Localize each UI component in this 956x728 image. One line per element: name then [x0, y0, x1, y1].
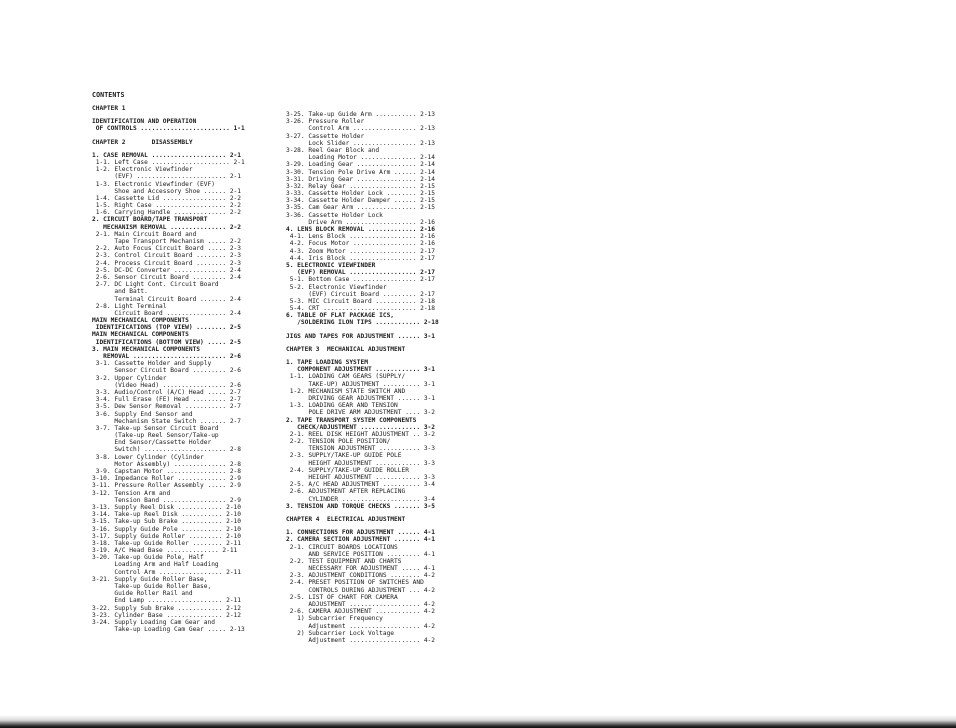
toc-entry-line: POLE DRIVE ARM ADJUSTMENT .... 3-2 — [286, 409, 436, 417]
toc-entry-line: Guide Roller Rail and — [92, 590, 193, 598]
toc-entry-line: 3-28. Reel Gear Block and — [286, 146, 380, 154]
toc-heading-line: REMOVAL ......................... 2-6 — [92, 353, 242, 360]
toc-entry-line: 3-1. Cassette Holder and Supply — [92, 360, 212, 368]
toc-entry-line: 1-3. Electronic Viewfinder (EVF) — [92, 180, 215, 188]
toc-heading-line: 1. CONNECTIONS FOR ADJUSTMENT ...... 4-1 — [286, 529, 436, 537]
toc-entry-line: 2-6. ADJUSTMENT AFTER REPLACING — [286, 488, 406, 496]
toc-entry-line: CYLINDER ..................... 3-4 — [286, 495, 436, 503]
toc-heading-line: CHAPTER 1 — [92, 105, 126, 112]
toc-heading-line: 1. CASE REMOVAL .................... 2-1 — [92, 151, 242, 159]
toc-entry-line: Motor Assembly) .............. 2-8 — [92, 460, 242, 468]
scan-bottom-edge — [0, 715, 956, 728]
toc-entry-line: Mechanism State Switch ....... 2-7 — [92, 417, 242, 425]
toc-heading-line: IDENTIFICATION AND OPERATION — [92, 118, 197, 126]
toc-heading-line: 2. CIRCUIT BOARD/TAPE TRANSPORT — [92, 216, 208, 224]
toc-entry-line: Control Arm ................. 2-11 — [92, 568, 242, 576]
toc-entry-line: HEIGHT ADJUSTMENT ............ 3-3 — [286, 474, 436, 481]
toc-entry-line: 2-5. DC-DC Converter .............. 2-4 — [92, 266, 242, 274]
toc-entry-line: 5-1. Bottom Case ................. 2-17 — [286, 276, 436, 284]
toc-entry-line: (Take-up Reel Sensor/Take-up — [92, 432, 219, 440]
toc-entry-line: (EVF) Circuit Board ......... 2-17 — [286, 290, 436, 298]
toc-entry-line: Adjustment ................... 4-2 — [286, 636, 436, 644]
toc-entry-line: 3-23. Cylinder Base ............... 2-12 — [92, 611, 242, 619]
toc-entry-line: 2-1. REEL DISK HEIGHT ADJUSTMENT .. 3-2 — [286, 430, 436, 438]
toc-entry-line: 5-4. CRT ......................... 2-18 — [286, 305, 436, 313]
toc-heading-line: IDENTIFICATIONS (BOTTOM VIEW) ..... 2-5 — [92, 338, 242, 346]
toc-entry-line: 5-3. MIC Circuit Board ........... 2-18 — [286, 297, 436, 305]
toc-entry-line: 1) Subcarrier Frequency — [286, 615, 383, 623]
toc-entry-line: 1-5. Right Case ................... 2-2 — [92, 202, 242, 210]
toc-heading-line: CHAPTER 4 ELECTRICAL ADJUSTMENT — [286, 515, 406, 523]
toc-entry-line: 3-33. Cassette Holder Lock ........ 2-15 — [286, 190, 436, 198]
toc-entry-line: 2-4. Process Circuit Board ........ 2-3 — [92, 259, 242, 267]
toc-heading-line: 3. MAIN MECHANICAL COMPONENTS — [92, 345, 201, 353]
toc-entry-line: Loading Motor ............... 2-14 — [286, 154, 436, 162]
toc-heading-line: 6. TABLE OF FLAT PACKAGE ICS, — [286, 312, 395, 320]
toc-entry-line: 3-26. Pressure Roller — [286, 118, 365, 126]
toc-entry-line: 3-3. Audio/Control (A/C) Head ..... 2-7 — [92, 388, 242, 396]
toc-heading-line: 3. TENSION AND TORQUE CHECKS ....... 3-5 — [286, 502, 436, 510]
toc-entry-line: ADJUSTMENT ................... 4-2 — [286, 601, 436, 608]
toc-entry-line: (EVF) ........................ 2-1 — [92, 173, 242, 181]
toc-heading-line: 5. ELECTRONIC VIEWFINDER — [286, 261, 376, 269]
toc-left-column — [92, 105, 282, 633]
toc-entry-line: Take-up Guide Roller Base, — [92, 583, 212, 590]
toc-heading-line: MECHANISM REMOVAL ............... 2-2 — [92, 223, 242, 231]
toc-entry-line: 2-4. SUPPLY/TAKE-UP GUIDE ROLLER — [286, 466, 409, 474]
toc-heading-line: IDENTIFICATIONS (TOP VIEW) ........ 2-5 — [92, 324, 242, 332]
toc-entry-line: 3-13. Supply Reel Disk ............ 2-10 — [92, 503, 242, 511]
toc-entry-line: 3-20. Take-up Guide Pole, Half — [92, 554, 204, 562]
toc-entry-line: 2-2. TEST EQUIPMENT AND CHARTS — [286, 557, 402, 565]
toc-entry-line: 3-36. Cassette Holder Lock — [286, 211, 383, 219]
toc-entry-line: 2-2. TENSION POLE POSITION/ — [286, 438, 391, 446]
toc-entry-line: Tension Band ................. 2-9 — [92, 496, 242, 504]
toc-heading-line: CHAPTER 3 MECHANICAL ADJUSTMENT — [286, 345, 406, 353]
toc-entry-line: 3-7. Take-up Sensor Circuit Board — [92, 424, 219, 432]
toc-entry-line: 4-4. Iris Block .................. 2-17 — [286, 254, 436, 262]
toc-entry-line: 1-6. Carrying Handle .............. 2-2 — [92, 209, 242, 217]
toc-entry-line: 3-31. Driving Gear ................ 2-14 — [286, 175, 436, 183]
toc-entry-line: (Video Head) ................. 2-6 — [92, 381, 242, 389]
toc-entry-line: NECESSARY FOR ADJUSTMENT ..... 4-1 — [286, 565, 436, 573]
toc-entry-line: Circuit Board ................ 2-4 — [92, 309, 242, 317]
toc-entry-line: 3-14. Take-up Reel Disk ........... 2-10 — [92, 511, 242, 519]
toc-entry-line: 3-29. Loading Gear ................ 2-14 — [286, 161, 436, 169]
toc-heading-line: JIGS AND TAPES FOR ADJUSTMENT ...... 3-1 — [286, 332, 436, 340]
toc-entry-line: Adjustment ................... 4-2 — [286, 622, 436, 630]
toc-entry-line: TAKE-UP) ADJUSTMENT .......... 3-1 — [286, 380, 436, 388]
toc-heading-line: /SOLDERING ILON TIPS ............ 2-18 — [286, 319, 439, 327]
toc-entry-line: 2-5. A/C HEAD ADJUSTMENT .......... 3-4 — [286, 481, 436, 489]
toc-entry-line: 3-9. Capstan Motor ................ 2-8 — [92, 468, 242, 475]
toc-entry-line: 3-10. Impedance Roller ............. 2-9 — [92, 475, 242, 483]
toc-entry-line: 3-32. Relay Gear .................. 2-15 — [286, 182, 436, 190]
toc-entry-line: 3-35. Cam Gear Arm ................ 2-15 — [286, 204, 436, 212]
toc-entry-line: 3-2. Upper Cylinder — [92, 374, 167, 382]
toc-entry-line: 3-19. A/C Head Base .............. 2-11 — [92, 547, 238, 555]
toc-entry-line: Take-up Loading Cam Gear ..... 2-13 — [92, 626, 245, 634]
toc-entry-line: 2-2. Auto Focus Circuit Board ..... 2-3 — [92, 245, 242, 253]
toc-entry-line: 2-6. CAMERA ADJUSTMENT ............ 4-2 — [286, 608, 436, 616]
toc-entry-line: AND SERVICE POSITION ......... 4-1 — [286, 550, 436, 558]
toc-right-column — [286, 111, 476, 644]
toc-entry-line: 2-3. Control Circuit Board ........ 2-3 — [92, 252, 242, 260]
toc-entry-line: 2-5. LIST OF CHART FOR CAMERA — [286, 593, 398, 601]
toc-entry-line: Tape Transport Mechanism ..... 2-2 — [92, 238, 242, 245]
toc-entry-line: 2-1. CIRCUIT BOARDS LOCATIONS — [286, 543, 398, 551]
toc-entry-line: 3-8. Lower Cylinder (Cylinder — [92, 453, 204, 461]
toc-entry-line: 3-25. Take-up Guide Arm ........... 2-13 — [286, 111, 436, 118]
toc-entry-line: 4-2. Focus Motor ................. 2-16 — [286, 240, 436, 248]
toc-entry-line: 3-24. Supply Loading Cam Gear and — [92, 618, 215, 626]
toc-heading-line: MAIN MECHANICAL COMPONENTS — [92, 331, 189, 339]
toc-entry-line: 4-3. Zoom Motor .................. 2-17 — [286, 247, 436, 255]
toc-entry-line: 2-7. DC Light Cont. Circuit Board — [92, 281, 219, 289]
toc-entry-line: 1-2. MECHANISM STATE SWITCH AND — [286, 387, 406, 395]
toc-entry-line: CONTROLS DURING ADJUSTMENT ... 4-2 — [286, 586, 436, 594]
toc-entry-line: Control Arm ................. 2-13 — [286, 125, 436, 133]
toc-entry-line: Loading Arm and Half Loading — [92, 561, 219, 569]
toc-entry-line: 3-27. Cassette Holder — [286, 132, 365, 140]
toc-entry-line: End Sensor/Cassette Holder — [92, 439, 212, 447]
toc-entry-line: 3-21. Supply Guide Roller Base, — [92, 575, 208, 583]
toc-entry-line: 3-4. Full Erase (FE) Head ......... 2-7 — [92, 396, 242, 404]
toc-entry-line: 3-12. Tension Arm and — [92, 489, 171, 497]
toc-entry-line: 3-16. Supply Guide Pole ........... 2-10 — [92, 525, 242, 533]
toc-entry-line: 1-2. Electronic Viewfinder — [92, 166, 193, 174]
toc-entry-line: DRIVING GEAR ADJUSTMENT ...... 3-1 — [286, 394, 436, 402]
toc-entry-line: Drive Arm ................... 2-16 — [286, 218, 436, 226]
toc-entry-line: End Lamp .................... 2-11 — [92, 597, 242, 605]
toc-heading-line: 2. CAMERA SECTION ADJUSTMENT ....... 4-1 — [286, 536, 436, 544]
toc-entry-line: Lock Slider ................. 2-13 — [286, 139, 436, 147]
toc-entry-line: 5-2. Electronic Viewfinder — [286, 283, 387, 291]
toc-entry-line: Switch) ...................... 2-8 — [92, 446, 242, 454]
toc-entry-line: Terminal Circuit Board ....... 2-4 — [92, 295, 242, 303]
toc-entry-line: 2-3. SUPPLY/TAKE-UP GUIDE POLE — [286, 452, 402, 460]
toc-heading-line: 2. TAPE TRANSPORT SYSTEM COMPONENTS — [286, 416, 417, 424]
toc-entry-line: 3-17. Supply Guide Roller ......... 2-10 — [92, 532, 242, 540]
toc-entry-line: 4-1. Lens Block .................. 2-16 — [286, 233, 436, 241]
toc-entry-line: 1-4. Cassette Lid ................. 2-2 — [92, 194, 242, 202]
toc-heading-line: MAIN MECHANICAL COMPONENTS — [92, 317, 189, 325]
toc-entry-line: 2-4. PRESET POSITION OF SWITCHES AND — [286, 579, 424, 587]
toc-entry-line: 3-34. Cassette Holder Damper ...... 2-15 — [286, 197, 436, 205]
toc-entry-line: 3-15. Take-up Sub Brake ........... 2-10 — [92, 518, 242, 526]
toc-entry-line: 2-6. Sensor Circuit Board ......... 2-4 — [92, 273, 242, 281]
toc-heading-line: OF CONTROLS ........................ 1-1 — [92, 125, 245, 133]
toc-entry-line: 2-3. ADJUSTMENT CONDITIONS ........ 4-2 — [286, 572, 436, 580]
toc-heading-line: (EVF) REMOVAL .................. 2-17 — [286, 269, 436, 277]
toc-entry-line: 1-3. LOADING GEAR AND TENSION — [286, 402, 398, 410]
toc-entry-line: Sensor Circuit Board ......... 2-6 — [92, 367, 242, 375]
toc-entry-line: 1-1. LOADING CAM GEARS (SUPPLY/ — [286, 373, 406, 381]
toc-heading-line: COMPONENT ADJUSTMENT ............ 3-1 — [286, 366, 436, 374]
page-title: CONTENTS — [92, 91, 125, 99]
toc-heading-line: CHECK/ADJUSTMENT ................ 3-2 — [286, 423, 436, 431]
toc-entry-line: 3-5. Dew Sensor Removal ........... 2-7 — [92, 403, 242, 411]
toc-entry-line: 3-22. Supply Sub Brake ............ 2-12 — [92, 604, 242, 612]
toc-entry-line: and Batt. — [92, 288, 148, 296]
toc-entry-line: 3-6. Supply End Sensor and — [92, 410, 193, 418]
toc-entry-line: TENSION ADJUSTMENT ........... 3-3 — [286, 445, 436, 453]
toc-entry-line: 3-11. Pressure Roller Assembly ..... 2-9 — [92, 482, 242, 490]
toc-heading-line: 1. TAPE LOADING SYSTEM — [286, 359, 368, 366]
toc-entry-line: 2) Subcarrier Lock Voltage — [286, 629, 395, 637]
toc-heading-line: CHAPTER 2 DISASSEMBLY — [92, 138, 193, 146]
toc-entry-line: 1-1. Left Case ..................... 2-1 — [92, 158, 245, 166]
toc-entry-line: 3-30. Tension Pole Drive Arm ...... 2-14 — [286, 168, 436, 176]
toc-entry-line: HEIGHT ADJUSTMENT ............ 3-3 — [286, 459, 436, 467]
toc-entry-line: 3-18. Take-up Guide Roller ........ 2-11 — [92, 539, 242, 547]
toc-entry-line: Shoe and Accessory Shoe ...... 2-1 — [92, 187, 242, 195]
toc-entry-line: 2-8. Light Terminal — [92, 302, 167, 310]
toc-entry-line: 2-1. Main Circuit Board and — [92, 230, 197, 238]
toc-heading-line: 4. LENS BLOCK REMOVAL ............. 2-16 — [286, 226, 436, 233]
